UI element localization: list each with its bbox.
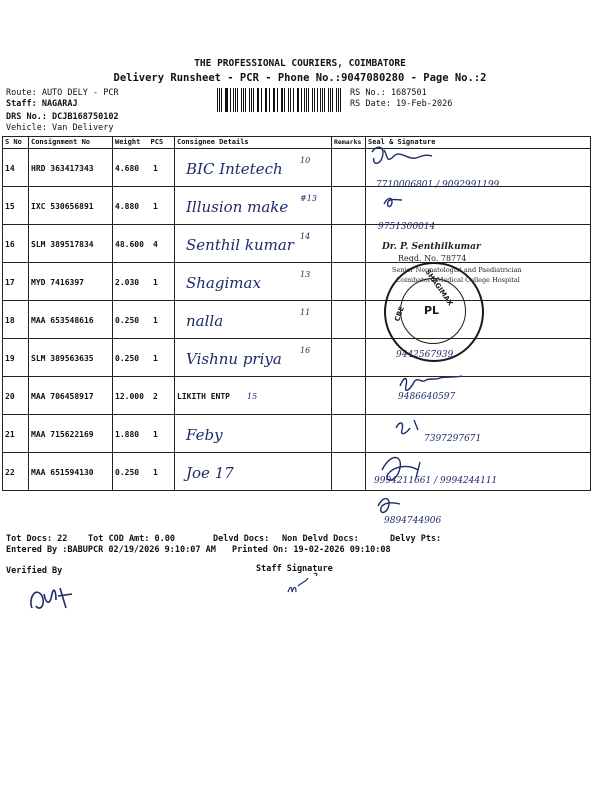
handwritten-phone: 9751300014 [378, 222, 436, 232]
row-sno: 18 [3, 301, 29, 339]
total-cod: Tot COD Amt: 0.00 [88, 534, 175, 544]
row-pcs: 1 [153, 202, 158, 211]
row-consignment-no: MAA 706458917 [29, 377, 113, 415]
row-pcs: 1 [153, 430, 158, 439]
col-consignment: Consignment No [29, 137, 113, 149]
row-pcs: 4 [153, 240, 158, 249]
row-weight: 2.030 [115, 278, 140, 287]
verifier-signature [26, 580, 96, 620]
staff-text: Staff: NAGARAJ [6, 99, 78, 109]
runsheet-subtitle: Delivery Runsheet - PCR - Phone No.:9047080280 - Page No.:2 [113, 72, 487, 84]
row-weight: 12.000 [115, 392, 144, 401]
col-weight: Weight [115, 138, 141, 146]
company-title: THE PROFESSIONAL COURIERS, COIMBATORE [194, 58, 406, 69]
row-weight: 4.880 [115, 202, 140, 211]
barcode-bar [226, 88, 227, 112]
barcode-bar [320, 88, 321, 112]
staff-signature-mark [284, 568, 334, 598]
row-sno: 19 [3, 339, 29, 377]
barcode-bar [288, 88, 289, 112]
handwritten-consignee: Shagimax [186, 274, 261, 292]
vehicle-text: Vehicle: Van Delivery [6, 123, 114, 133]
row-sno: 17 [3, 263, 29, 301]
row-consignment-no: MAA 651594130 [29, 453, 113, 491]
handwritten-phone: 9442567939 [396, 350, 454, 360]
barcode-bar [274, 88, 275, 112]
route-text: Route: AUTO DELY - PCR [6, 88, 119, 98]
row-consignment-no: IXC 530656891 [29, 187, 113, 225]
row-sno: 15 [3, 187, 29, 225]
barcode-bar [324, 88, 325, 112]
doctor-stamp-reg: Regd. No. 78774 [398, 254, 467, 263]
handwritten-consignee: Senthil kumar [186, 236, 294, 254]
row-pcs: 1 [153, 468, 158, 477]
stamp-top-text: SHAGIMAX [423, 268, 455, 308]
row-weight-pcs [113, 339, 175, 377]
barcode-bar [338, 88, 339, 112]
rs-date: RS Date: 19-Feb-2026 [350, 99, 453, 109]
rs-number: RS No.: 1687501 [350, 88, 427, 98]
verified-by-label: Verified By [6, 566, 63, 576]
handwritten-remark: 13 [300, 270, 311, 279]
row-sno: 21 [3, 415, 29, 453]
entered-by: Entered By :BABUPCR 02/19/2026 9:10:07 AM [6, 545, 216, 555]
col-seal: Seal & Signature [366, 137, 591, 149]
barcode-bar [225, 88, 226, 112]
printed-on: Printed On: 19-02-2026 09:10:08 [232, 545, 391, 555]
row-consignment-no: MAA 653548616 [29, 301, 113, 339]
doctor-stamp-name: Dr. P. Senthilkumar [382, 242, 481, 252]
barcode-bar [217, 88, 218, 112]
row-weight: 0.250 [115, 354, 140, 363]
barcode-bar [312, 88, 313, 112]
row-weight: 48.600 [115, 240, 144, 249]
handwritten-remark: 16 [300, 346, 311, 355]
row-weight: 1.880 [115, 430, 140, 439]
row-consignment-no: HRD 363417343 [29, 149, 113, 187]
handwritten-remark: 15 [247, 392, 258, 401]
row-weight-pcs [113, 415, 175, 453]
row-weight-pcs [113, 225, 175, 263]
handwritten-consignee: Feby [186, 426, 223, 444]
row-weight-pcs [113, 187, 175, 225]
row-sno: 22 [3, 453, 29, 491]
total-docs: Tot Docs: 22 [6, 534, 68, 544]
col-pcs: PCS [150, 138, 164, 146]
row-weight: 0.250 [115, 468, 140, 477]
barcode-bar [241, 88, 242, 112]
barcode-bar [293, 88, 294, 112]
row-weight-pcs [113, 149, 175, 187]
row-pcs: 1 [153, 316, 158, 325]
barcode [217, 88, 344, 112]
handwritten-phone: 7397297671 [424, 434, 482, 444]
barcode-bar [237, 88, 238, 112]
handwritten-consignee: nalla [186, 312, 224, 330]
row-pcs: 2 [153, 392, 158, 401]
barcode-bar [269, 88, 270, 112]
row-weight-pcs [113, 301, 175, 339]
row-consignment-no: SLM 389517834 [29, 225, 113, 263]
col-consignee: Consignee Details [175, 137, 332, 149]
barcode-bar [253, 88, 254, 112]
handwritten-consignee: Vishnu priya [186, 350, 282, 368]
barcode-bar [301, 88, 302, 112]
handwritten-consignee: Illusion make [186, 198, 289, 216]
row-consignee: LIKITH ENTP [175, 377, 332, 415]
handwritten-phone: 9486640597 [398, 392, 456, 402]
non-delivered-docs: Non Delvd Docs: [282, 534, 359, 544]
handwritten-remark: #13 [300, 194, 317, 203]
barcode-bar [332, 88, 333, 112]
row-weight-pcs [113, 453, 175, 491]
col-weight-pcs [113, 137, 175, 149]
doctor-stamp-line4: Coimbatore Medical College Hospital [396, 276, 520, 284]
row-pcs: 1 [153, 164, 158, 173]
row-pcs: 1 [153, 278, 158, 287]
barcode-bar [261, 88, 262, 112]
handwritten-consignee: BIC Intetech [186, 160, 283, 178]
drs-number: DRS No.: DCJB168750102 [6, 112, 119, 122]
col-sno: S No [3, 137, 29, 149]
barcode-bar [265, 88, 266, 112]
col-remarks: Remarks [332, 137, 366, 149]
delivery-points: Delvy Pts: [390, 534, 442, 544]
stamp-center-text: PL [424, 304, 440, 317]
row-consignment-no: MAA 715622169 [29, 415, 113, 453]
row-weight: 4.680 [115, 164, 140, 173]
row-weight-pcs [113, 263, 175, 301]
row-weight-pcs [113, 377, 175, 415]
handwritten-phone: 9994211661 / 9994244111 [374, 476, 498, 486]
handwritten-consignee: Joe 17 [186, 464, 234, 482]
handwritten-phone: 9894744906 [384, 516, 442, 526]
row-consignment-no: SLM 389563635 [29, 339, 113, 377]
barcode-bar [308, 88, 309, 112]
row-weight: 0.250 [115, 316, 140, 325]
barcode-bar [284, 88, 285, 112]
row-sno: 20 [3, 377, 29, 415]
stamp-left-text: CBE [393, 305, 407, 323]
handwritten-remark: 10 [300, 156, 311, 165]
handwritten-remark: 14 [300, 232, 311, 241]
row-sno: 14 [3, 149, 29, 187]
staff-signature-label: Staff Signature [256, 564, 333, 574]
row-consignment-no: MYD 7416397 [29, 263, 113, 301]
barcode-bar [245, 88, 246, 112]
handwritten-phone: 7710006801 / 9092991199 [376, 180, 500, 190]
doctor-stamp-line3: Senior Neonatologist and Paediatrician [392, 266, 522, 274]
row-sno: 16 [3, 225, 29, 263]
row-pcs: 1 [153, 354, 158, 363]
handwritten-remark: 11 [300, 308, 311, 317]
delivered-docs: Delvd Docs: [213, 534, 270, 544]
company-round-stamp [384, 262, 484, 362]
